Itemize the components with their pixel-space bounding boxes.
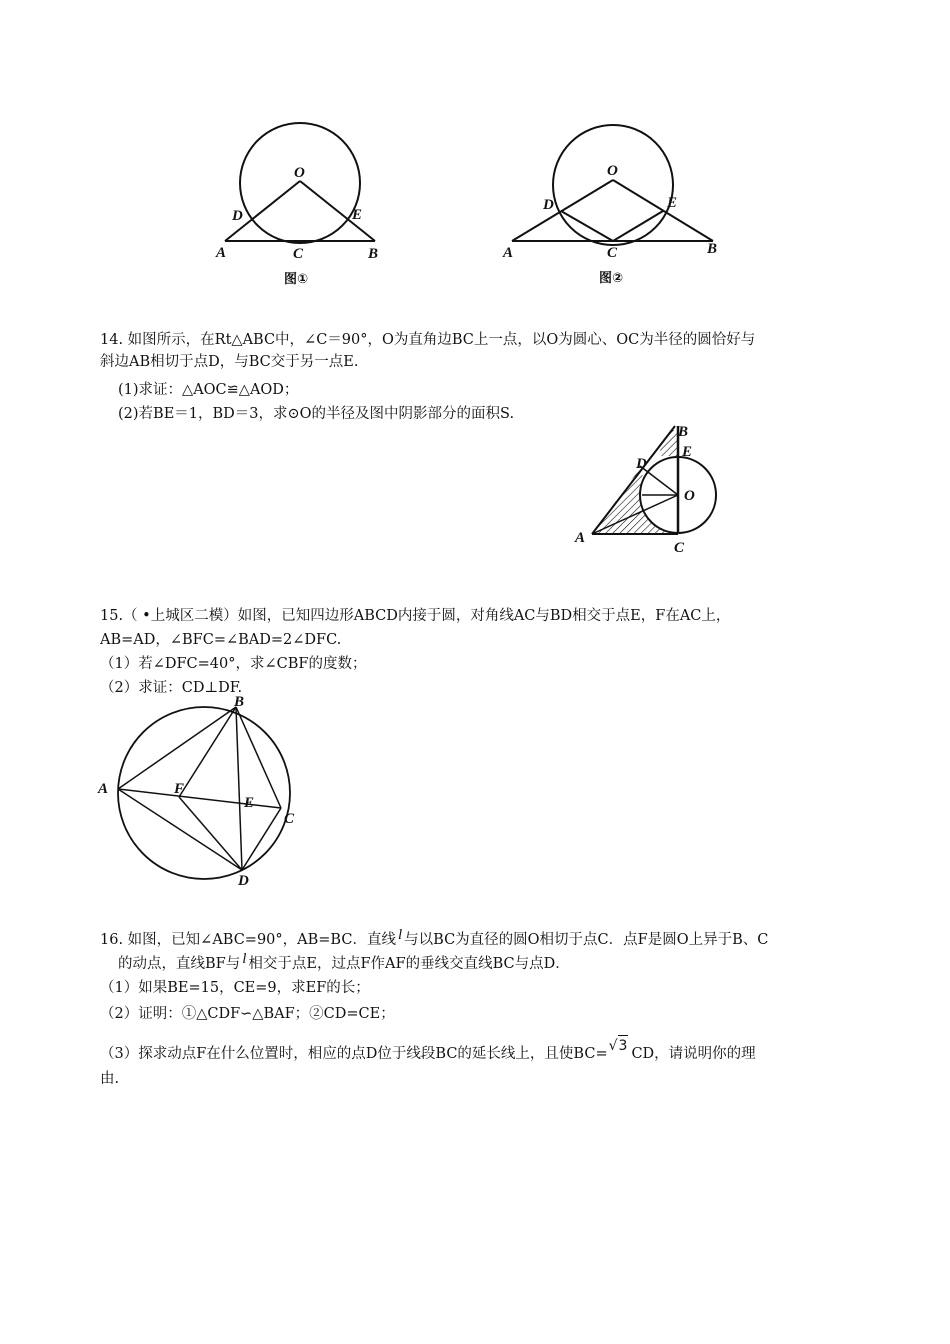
q16-text: 相交于点E，过点F作AF的垂线交直线BC与点D． <box>248 956 570 972</box>
caption: 图② <box>599 271 624 286</box>
q15-part2: （2）求证：CD⊥DF. <box>100 680 243 696</box>
label-B: B <box>234 694 245 710</box>
caption: 图① <box>284 272 309 287</box>
figure-13-2 <box>495 115 735 290</box>
q14-stem-line2: 斜边AB相切于点D，与BC交于另一点E. <box>100 354 359 370</box>
line-l-symbol: l <box>242 951 247 967</box>
label-O: O <box>607 163 618 179</box>
q16-part1: （1）如果BE=15，CE=9，求EF的长； <box>100 980 370 996</box>
q16-part3 <box>100 1038 756 1064</box>
q16-text: 的动点，直线BF与 <box>118 956 241 972</box>
q16-stem-line2 <box>118 951 570 974</box>
q16-part2: （2）证明：①△CDF∽△BAF；②CD=CE； <box>100 1006 395 1022</box>
q16-text: CD，请说明你的理 <box>631 1046 756 1062</box>
label-B: B <box>368 246 379 262</box>
label-O: O <box>684 488 695 504</box>
figure-13-1 <box>210 115 385 290</box>
figure-14 <box>570 420 730 560</box>
label-E: E <box>244 795 255 811</box>
sqrt-radicand: 3 <box>618 1035 629 1056</box>
q16-text: （3）探求动点F在什么位置时，相应的点D位于线段BC的延长线上，且使BC= <box>100 1046 608 1062</box>
label-A: A <box>216 245 227 261</box>
q15-stem-line2: AB=AD，∠BFC=∠BAD=2∠DFC. <box>100 632 342 648</box>
label-C: C <box>284 811 295 827</box>
line-l-symbol: l <box>397 927 403 943</box>
label-D: D <box>543 197 554 213</box>
label-B: B <box>707 241 718 257</box>
q16-text: 与以BC为直径的圆O相切于点C．点F是圆O上异于B、C <box>404 932 769 948</box>
label-O: O <box>294 165 305 181</box>
label-A: A <box>575 530 586 546</box>
figure-15 <box>90 692 310 892</box>
q14-part1: (1)求证：△AOC≌△AOD； <box>118 382 299 398</box>
label-F: F <box>174 781 185 797</box>
label-A: A <box>503 245 514 261</box>
label-A: A <box>98 781 109 797</box>
label-C: C <box>293 246 304 262</box>
q16-text: 16. 如图，已知∠ABC=90°，AB=BC．直线 <box>100 932 396 948</box>
label-E: E <box>352 207 363 223</box>
q14-part2: (2)若BE＝1，BD＝3，求⊙O的半径及图中阴影部分的面积S. <box>118 406 515 422</box>
sqrt-3 <box>609 1035 629 1056</box>
q15-stem-line1: 15.（ •上城区二模）如图，已知四边形ABCD内接于圆，对角线AC与BD相交于点E，F在AC上， <box>100 608 731 624</box>
label-D: D <box>636 456 647 472</box>
sqrt-sign: √ <box>608 1038 618 1054</box>
label-C: C <box>674 540 685 556</box>
q14-stem-line1: 14. 如图所示，在Rt△ABC中，∠C＝90°，O为直角边BC上一点，以O为圆心、OC为半径的圆恰好与 <box>100 332 756 348</box>
label-E: E <box>667 195 678 211</box>
label-C: C <box>607 245 618 261</box>
q15-part1: （1）若∠DFC=40°，求∠CBF的度数； <box>100 656 367 672</box>
q16-part3-end: 由. <box>100 1071 120 1087</box>
label-E: E <box>682 444 693 460</box>
q16-stem-line1 <box>100 927 769 950</box>
label-B: B <box>678 424 689 440</box>
label-D: D <box>232 208 243 224</box>
label-D: D <box>238 873 249 889</box>
